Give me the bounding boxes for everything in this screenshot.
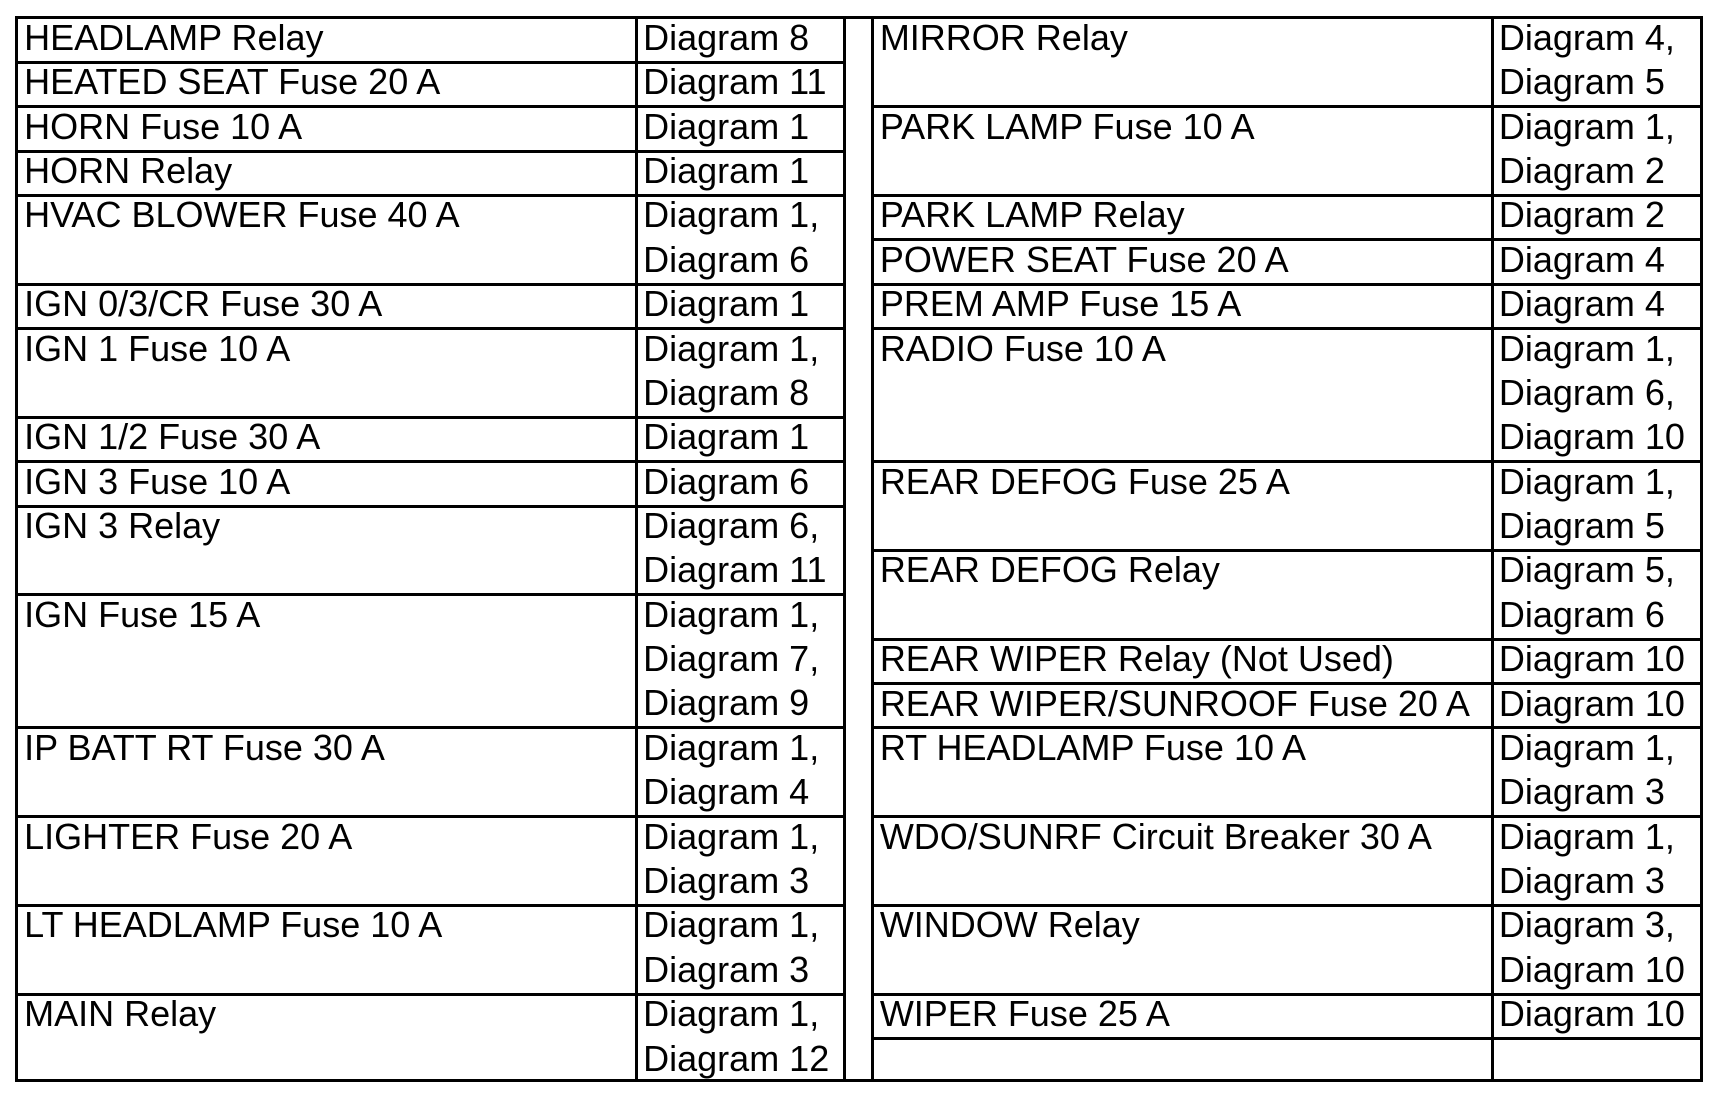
diagram-reference-cell: Diagram 1, Diagram 7, Diagram 9: [643, 593, 820, 724]
item-name-cell: HEATED SEAT Fuse 20 A: [24, 61, 441, 103]
diagram-reference-cell: Diagram 1: [643, 150, 810, 192]
diagram-reference-cell: Diagram 3, Diagram 10: [1498, 904, 1685, 990]
diagram-reference-cell: Diagram 1, Diagram 12: [643, 993, 830, 1079]
diagram-reference-cell: Diagram 1, Diagram 8: [643, 327, 820, 413]
diagram-reference-cell: Diagram 1, Diagram 6: [643, 194, 820, 280]
column-divider: [843, 16, 846, 1082]
diagram-reference-cell: Diagram 4: [1498, 283, 1665, 325]
item-name-cell: RADIO Fuse 10 A: [879, 327, 1166, 369]
diagram-reference-cell: Diagram 2: [1498, 194, 1665, 236]
item-name-cell: PARK LAMP Fuse 10 A: [879, 105, 1255, 147]
diagram-reference-cell: Diagram 1, Diagram 4: [643, 726, 820, 813]
diagram-reference-cell: Diagram 6, Diagram 11: [643, 505, 827, 591]
item-name-cell: LIGHTER Fuse 20 A: [24, 815, 353, 857]
column-divider: [635, 16, 638, 1082]
item-name-cell: RT HEADLAMP Fuse 10 A: [879, 726, 1307, 768]
item-name-cell: WINDOW Relay: [879, 904, 1140, 946]
diagram-reference-cell: Diagram 1: [643, 105, 810, 147]
item-name-cell: HORN Relay: [24, 150, 233, 192]
item-name-cell: IP BATT RT Fuse 30 A: [24, 726, 385, 768]
diagram-reference-cell: Diagram 1, Diagram 3: [643, 815, 820, 902]
item-name-cell: HEADLAMP Relay: [24, 17, 324, 58]
item-name-cell: LT HEADLAMP Fuse 10 A: [24, 904, 443, 946]
item-name-cell: IGN Fuse 15 A: [24, 593, 261, 635]
diagram-reference-cell: Diagram 11: [643, 61, 827, 103]
item-name-cell: REAR WIPER Relay (Not Used): [879, 638, 1394, 680]
diagram-reference-cell: Diagram 1, Diagram 3: [1498, 815, 1675, 902]
diagram-reference-cell: Diagram 8: [643, 17, 810, 58]
item-name-cell: IGN 0/3/CR Fuse 30 A: [24, 283, 383, 325]
diagram-reference-cell: Diagram 1, Diagram 2: [1498, 105, 1675, 192]
item-name-cell: IGN 3 Fuse 10 A: [24, 460, 291, 502]
diagram-reference-cell: Diagram 1: [643, 283, 810, 325]
item-name-cell: WDO/SUNRF Circuit Breaker 30 A: [879, 815, 1432, 857]
item-name-cell: POWER SEAT Fuse 20 A: [879, 238, 1289, 280]
row-divider: [872, 1037, 1703, 1040]
item-name-cell: MIRROR Relay: [879, 17, 1128, 58]
item-name-cell: PREM AMP Fuse 15 A: [879, 283, 1242, 325]
item-name-cell: HVAC BLOWER Fuse 40 A: [24, 194, 460, 236]
diagram-reference-cell: Diagram 5, Diagram 6: [1498, 549, 1675, 635]
diagram-reference-cell: Diagram 10: [1498, 993, 1685, 1035]
item-name-cell: MAIN Relay: [24, 993, 217, 1035]
item-name-cell: REAR DEFOG Fuse 25 A: [879, 460, 1290, 502]
item-name-cell: IGN 1 Fuse 10 A: [24, 327, 291, 369]
diagram-reference-cell: Diagram 6: [643, 460, 810, 502]
diagram-reference-cell: Diagram 1, Diagram 6, Diagram 10: [1498, 327, 1685, 458]
item-name-cell: PARK LAMP Relay: [879, 194, 1185, 236]
item-name-cell: HORN Fuse 10 A: [24, 105, 303, 147]
item-name-cell: REAR DEFOG Relay: [879, 549, 1220, 591]
item-name-cell: IGN 3 Relay: [24, 505, 221, 547]
item-name-cell: REAR WIPER/SUNROOF Fuse 20 A: [879, 682, 1470, 724]
diagram-reference-cell: Diagram 1, Diagram 5: [1498, 460, 1675, 547]
diagram-reference-cell: Diagram 4: [1498, 238, 1665, 280]
item-name-cell: IGN 1/2 Fuse 30 A: [24, 416, 321, 458]
diagram-reference-cell: Diagram 1: [643, 416, 810, 458]
diagram-reference-cell: Diagram 10: [1498, 682, 1685, 724]
diagram-reference-cell: Diagram 1, Diagram 3: [643, 904, 820, 990]
diagram-reference-cell: Diagram 10: [1498, 638, 1685, 680]
item-name-cell: WIPER Fuse 25 A: [879, 993, 1170, 1035]
diagram-reference-cell: Diagram 1, Diagram 3: [1498, 726, 1675, 813]
diagram-reference-cell: Diagram 4, Diagram 5: [1498, 17, 1675, 103]
